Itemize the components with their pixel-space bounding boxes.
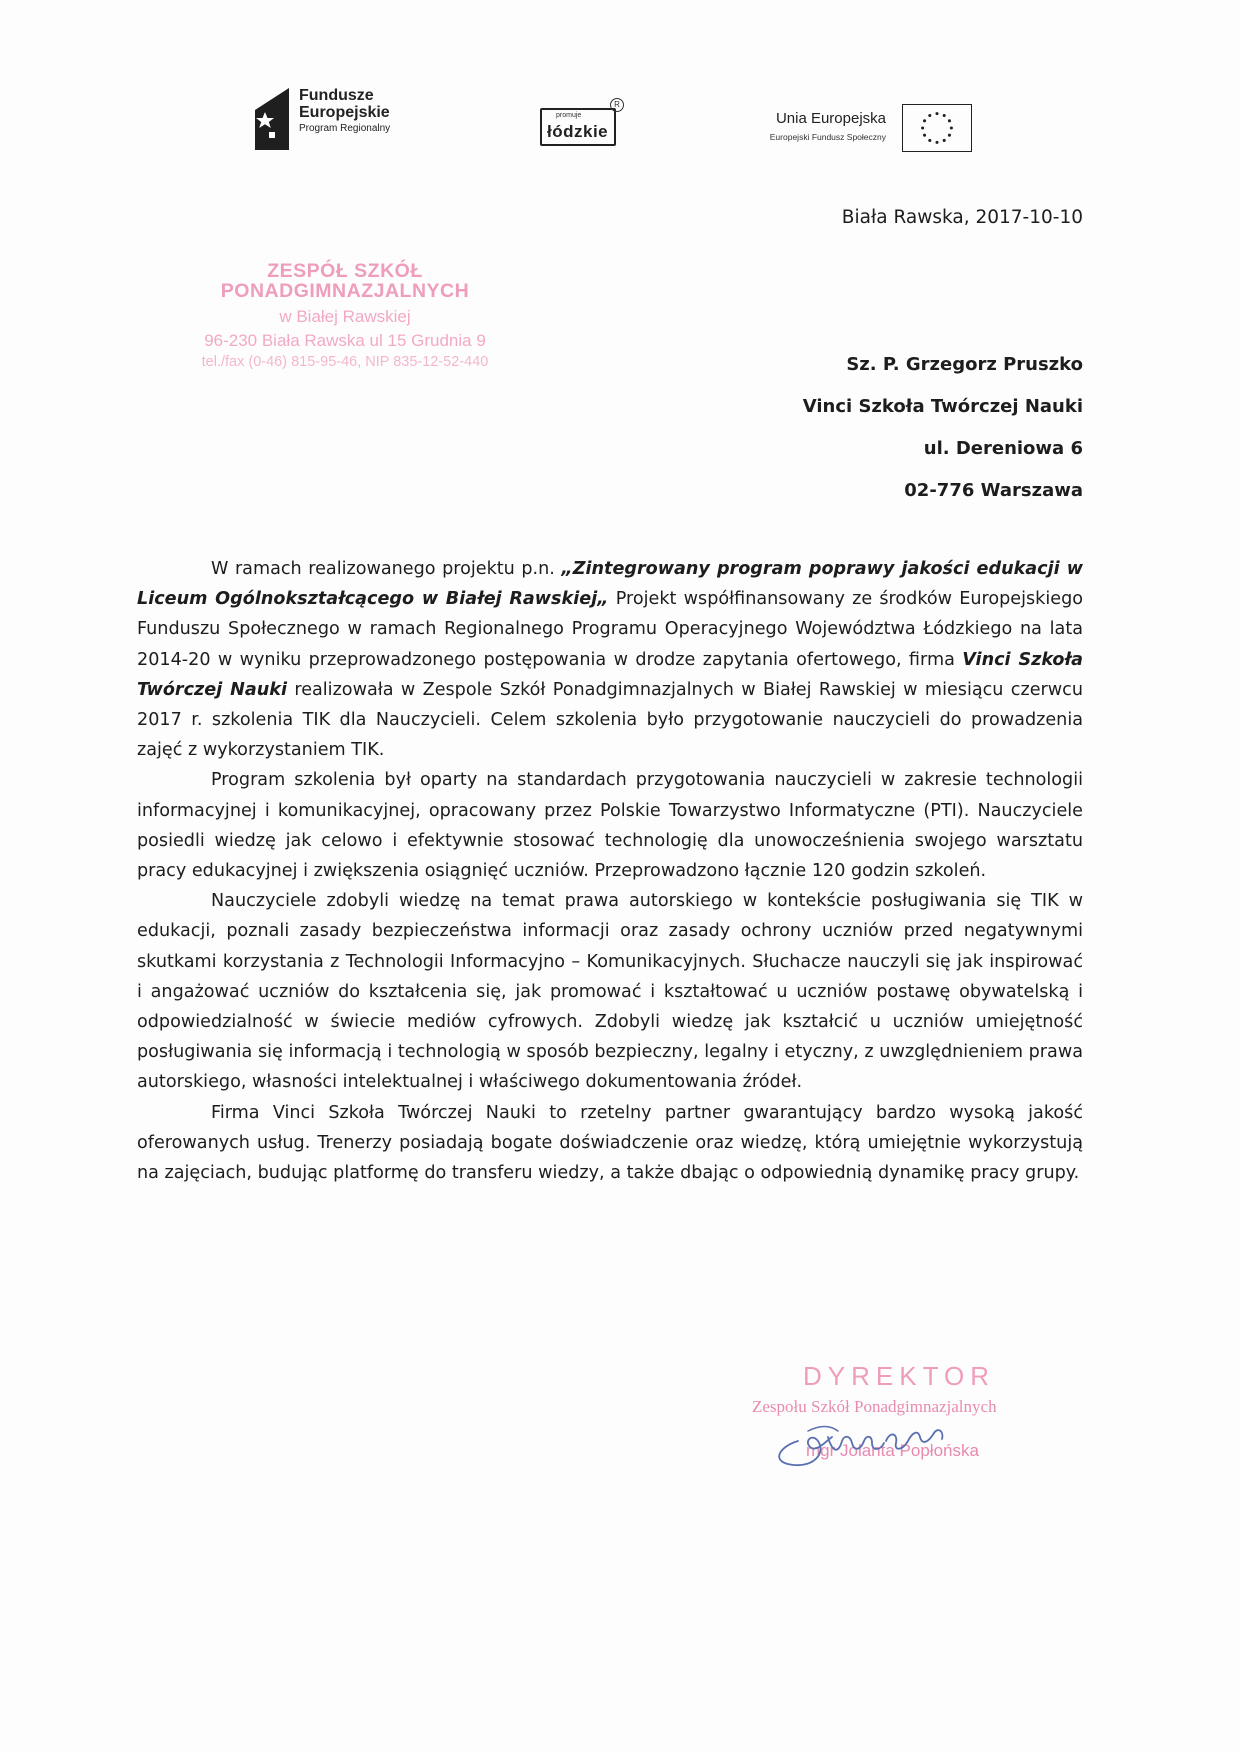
- ue-line1: Unia Europejska: [775, 110, 886, 127]
- paragraph-3: Nauczyciele zdobyli wiedzę na temat prawa autorskiego w kontekście posługiwania się TIK w edukacji, poznali zasady bezpieczeństwa informacji oraz zasady ochrony uczniów przed negatywnymi skutkami korzystania z Technologii Informacyjno – Komunikacyjnych. Słuchacze nauczyli się jak inspirować i angażować uczniów do kształcenia się, jak promować i kształtować u uczniów postawę obywatelską i odpowiedzialność w świecie mediów cyfrowych. Zdobyli wiedzę jak kształcić u uczniów umiejętność posługiwania się informacją i technologią w sposób bezpieczny, legalny i etyczny, z uwzględnieniem prawa autorskiego, własności intelektualnej i właściwego dokumentowania źródeł.: [137, 891, 1083, 1093]
- ue-line2: Europejski Fundusz Społeczny: [769, 132, 886, 142]
- school-stamp: [150, 262, 540, 370]
- fundusze-europejskie-logo: [255, 88, 390, 150]
- school-stamp-line2: w Białej Rawskiej: [279, 307, 411, 326]
- p1-intro: W ramach realizowanego projektu p.n.: [211, 559, 562, 579]
- lodzkie-logo: [540, 100, 620, 146]
- recipient-company: Vinci Szkoła Twórczej Nauki: [802, 396, 1083, 417]
- paragraph-1: [137, 554, 1083, 765]
- unia-europejska-logo: [700, 104, 972, 152]
- recipient-city: 02-776 Warszawa: [904, 480, 1083, 501]
- lodzkie-main-text: łódzkie: [547, 122, 609, 141]
- recipient-address: [803, 352, 1083, 520]
- recipient-name: Sz. P. Grzegorz Pruszko: [846, 354, 1083, 375]
- paragraph-2: Program szkolenia był oparty na standardach przygotowania nauczycieli w zakresie technologii informacyjnej i komunikacyjnej, opracowany przez Polskie Towarzystwo Informatyczne (PTI). Nauczyciele posiedli wiedzę jak celowo i efektywnie stosować technologię dla unowocześnienia swojego warsztatu pracy edukacyjnej i zwiększenia osiągnięć uczniów. Przeprowadzono łącznie 120 godzin szkoleń.: [137, 770, 1083, 882]
- fe-line3: Program Regionalny: [299, 122, 391, 134]
- letter-date: Biała Rawska, 2017-10-10: [841, 207, 1083, 228]
- school-stamp-line1: ZESPÓŁ SZKÓŁ PONADGIMNAZJALNYCH: [220, 260, 470, 302]
- fe-star-icon: [255, 88, 289, 150]
- fe-line2: Europejskie: [299, 103, 390, 121]
- paragraph-4: Firma Vinci Szkoła Twórczej Nauki to rzetelny partner gwarantujący bardzo wysoką jakość oferowanych usług. Trenerzy posiadają bogate doświadczenie oraz wiedzę, którą umiejętnie wykorzystują na zajęciach, budując platformę do transferu wiedzy, a także dbając o odpowiednią dynamikę pracy grupy.: [137, 1102, 1083, 1184]
- director-title: DYREKTOR: [803, 1361, 995, 1391]
- p1-end: realizowała w Zespole Szkół Ponadgimnazjalnych w Białej Rawskiej w miesiącu czerwcu 2017 r. szkolenia TIK dla Nauczycieli. Celem szkolenia było przygotowanie nauczycieli do prowadzenia zajęć z wykorzystaniem TIK.: [137, 679, 1083, 761]
- recipient-street: ul. Dereniowa 6: [923, 438, 1083, 459]
- project-title: „Zintegrowany program poprawy jakości edukacji w Liceum Ogólnokształcącego w Białej Rawskiej„: [137, 559, 1083, 610]
- company-name: Vinci Szkoła Twórczej Nauki: [137, 649, 1083, 700]
- eu-flag-icon: [902, 104, 972, 152]
- letter-body: [137, 554, 1083, 1188]
- p1-middle: Projekt współfinansowany ze środków Europejskiego Funduszu Społecznego w ramach Regionalnego Programu Operacyjnego Województwa Łódzkiego na lata 2014-20 w wyniku przeprowadzonego postępowania w drodze zapytania ofertowego, firma: [137, 589, 1083, 670]
- registered-icon: R: [610, 98, 624, 112]
- lodzkie-small-text: promuje: [556, 112, 582, 119]
- school-stamp-line3: 96-230 Biała Rawska ul 15 Grudnia 9: [204, 331, 486, 350]
- fe-line1: Fundusze: [299, 87, 374, 104]
- school-stamp-line4: tel./fax (0-46) 815-95-46, NIP 835-12-52-440: [201, 354, 489, 370]
- director-name: mgr Jolanta Popłońska: [806, 1441, 979, 1460]
- director-org: Zespołu Szkół Ponadgimnazjalnych: [752, 1397, 997, 1416]
- handwritten-signature: [768, 1411, 968, 1471]
